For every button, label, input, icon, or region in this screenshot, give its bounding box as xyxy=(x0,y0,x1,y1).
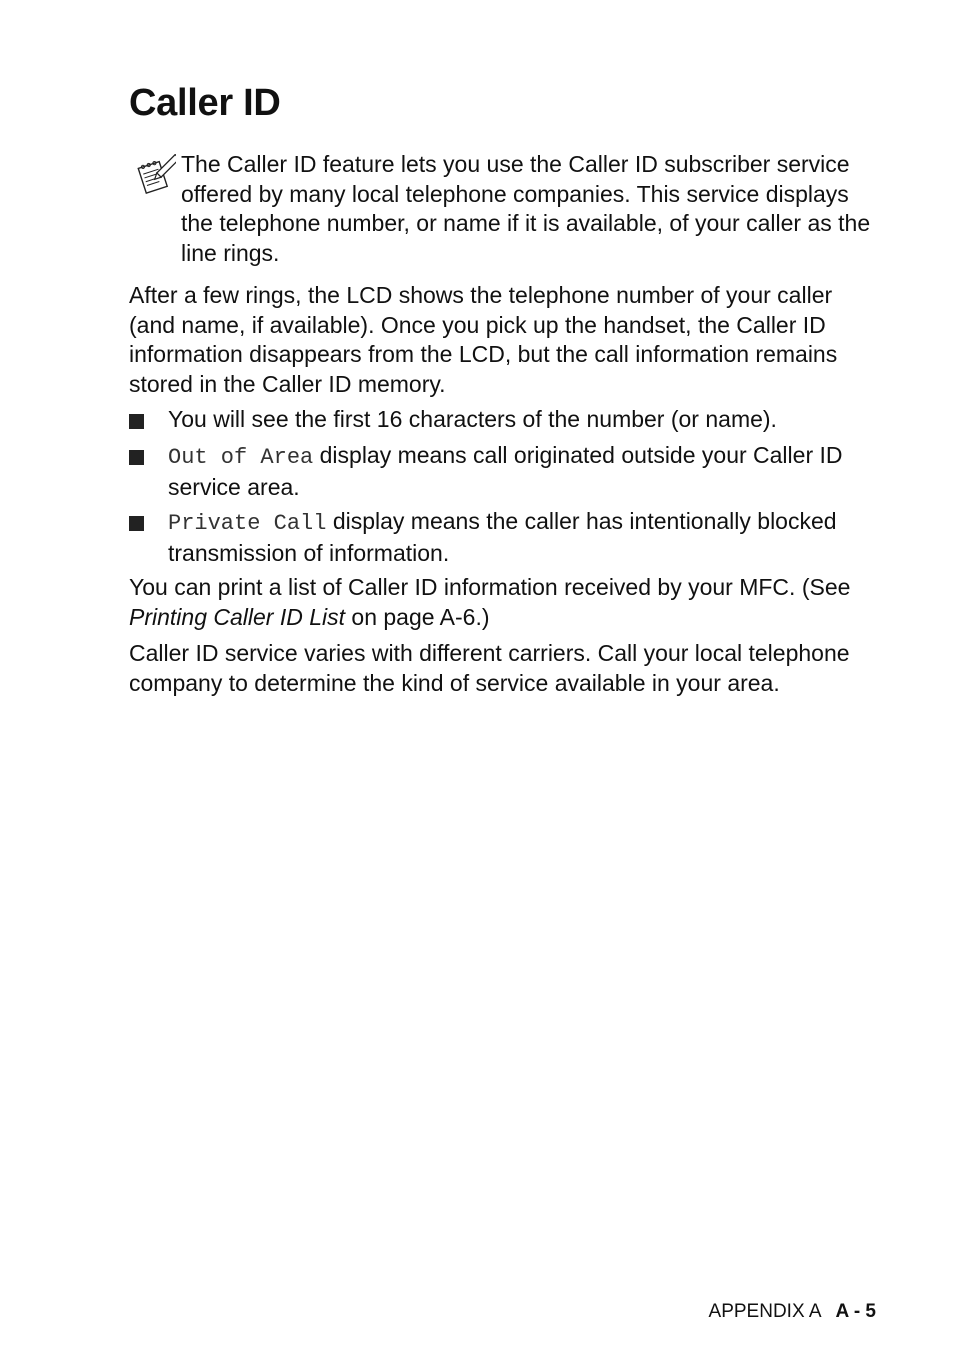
footer-section: APPENDIX A xyxy=(708,1301,822,1322)
page-title: Caller ID xyxy=(129,82,281,124)
note-pencil-icon xyxy=(136,154,176,198)
bullet-text xyxy=(168,507,881,568)
cross-reference-link[interactable]: Printing Caller ID List xyxy=(129,603,346,630)
intro-paragraph: After a few rings, the LCD shows the telephone number of your caller (and name, if available). Once you pick up the handset, the Caller ID information disappears from the LCD, but the call information remains stored in the Caller ID memory. xyxy=(129,282,838,398)
print-list-paragraph xyxy=(129,573,881,632)
bullet-square-icon xyxy=(129,414,144,429)
bullet-square-icon xyxy=(129,516,144,531)
bullet-description: display means call originated outside your Caller ID service area. xyxy=(168,442,843,500)
lcd-message: Private Call xyxy=(168,511,327,536)
carriers-paragraph: Caller ID service varies with different carriers. Call your local telephone company to determine the kind of service available in your area. xyxy=(129,640,850,696)
bullet-text xyxy=(168,441,881,502)
page-footer xyxy=(709,1300,876,1324)
bullet-description: You will see the first 16 characters of the number (or name). xyxy=(168,406,777,432)
print-suffix: on page A-6.) xyxy=(345,603,490,630)
bullet-description: display means the caller has intentionally blocked transmission of information. xyxy=(168,508,837,566)
note-text: The Caller ID feature lets you use the Caller ID subscriber service offered by many local telephone companies. This service displays the telephone number, or name if it is available, of your caller as the line rings. xyxy=(181,151,871,267)
print-prefix: You can print a list of Caller ID information received by your MFC. (See xyxy=(129,574,851,600)
bullet-square-icon xyxy=(129,450,144,465)
bullet-text xyxy=(168,405,881,437)
lcd-message: Out of Area xyxy=(168,445,314,470)
footer-page-number: A - 5 xyxy=(835,1301,876,1322)
